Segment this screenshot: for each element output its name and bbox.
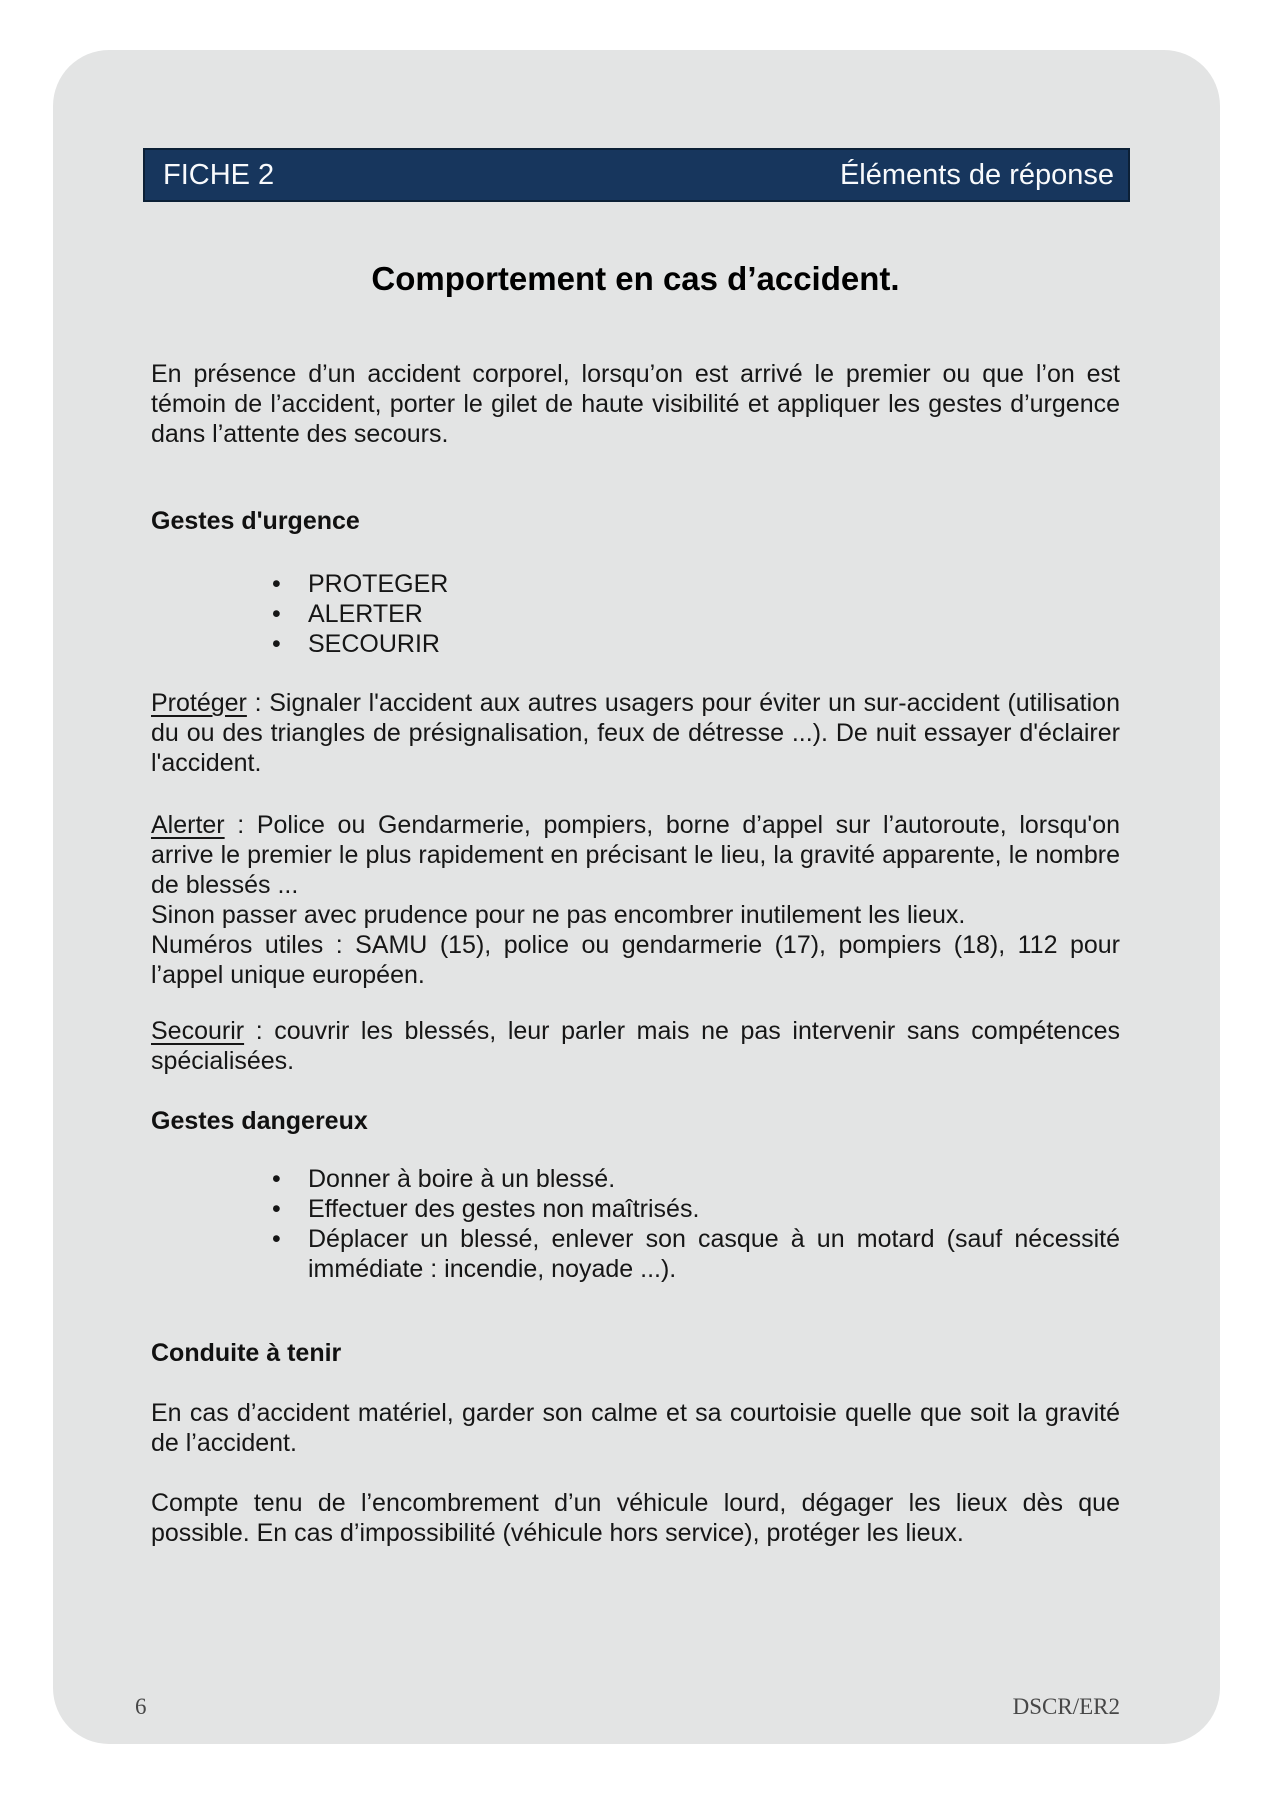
secourir-body: : couvrir les blessés, leur parler mais ne pas intervenir sans compétences spécialisées. [151,1017,1120,1075]
page-footer [135,1694,1120,1720]
alerter-line3: Numéros utiles : SAMU (15), police ou gendarmerie (17), pompiers (18), 112 pour l’appel unique européen. [151,931,1120,989]
document-reference: DSCR/ER2 [1012,1694,1120,1719]
document-card [53,50,1220,1744]
header-reponse-label: Éléments de réponse [839,159,1114,191]
proteger-body: : Signaler l'accident aux autres usagers pour éviter un sur-accident (utilisation du ou des triangles de présignalisation, feux de détresse ...). De nuit essayer d'éclairer l'accident. [151,689,1120,777]
conduite-paragraph-2: Compte tenu de l’encombrement d’un véhicule lourd, dégager les lieux dès que possible. En cas d’impossibilité (véhicule hors service), protéger les lieux. [151,1489,1120,1547]
list-item: • Déplacer un blessé, enlever son casque à un motard (sauf nécessité immédiate : incendie, noyade ...). [272,1224,1120,1284]
alerter-body: : Police ou Gendarmerie, pompiers, borne d’appel sur l’autoroute, lorsqu'on arrive le premier le plus rapidement en précisant le lieu, la gravité apparente, le nombre de blessés ... [151,811,1120,899]
heading-gestes-urgence: Gestes d'urgence [151,507,360,535]
list-item: • SECOURIR [272,629,1120,659]
heading-conduite-a-tenir: Conduite à tenir [151,1339,342,1367]
list-item: • Donner à boire à un blessé. [272,1164,1120,1194]
alerter-lead: Alerter [151,811,225,839]
secourir-lead: Secourir [151,1017,245,1045]
dangereux-bullet-list [151,1164,1120,1284]
document-title: Comportement en cas d’accident. [371,260,900,297]
proteger-paragraph [151,688,1120,778]
list-item: • PROTEGER [272,569,1120,599]
urgence-bullet-list [151,569,1120,659]
intro-paragraph: En présence d’un accident corporel, lorsqu’on est arrivé le premier ou que l’on est témoin de l’accident, porter le gilet de haute visibilité et appliquer les gestes d’urgence dans l’attente des secours. [151,360,1120,448]
conduite-paragraph-1: En cas d’accident matériel, garder son calme et sa courtoisie quelle que soit la gravité de l’accident. [151,1399,1120,1457]
proteger-lead: Protéger [151,689,247,717]
heading-gestes-dangereux: Gestes dangereux [151,1107,368,1135]
list-item: • Effectuer des gestes non maîtrisés. [272,1194,1120,1224]
page-number: 6 [135,1694,147,1719]
header-fiche-label: FICHE 2 [163,159,275,191]
alerter-paragraph [151,810,1120,990]
document-content [53,50,1220,1744]
alerter-line2: Sinon passer avec prudence pour ne pas encombrer inutilement les lieux. [151,901,966,929]
list-item: • ALERTER [272,599,1120,629]
header-bar [143,148,1130,202]
secourir-paragraph [151,1016,1120,1076]
